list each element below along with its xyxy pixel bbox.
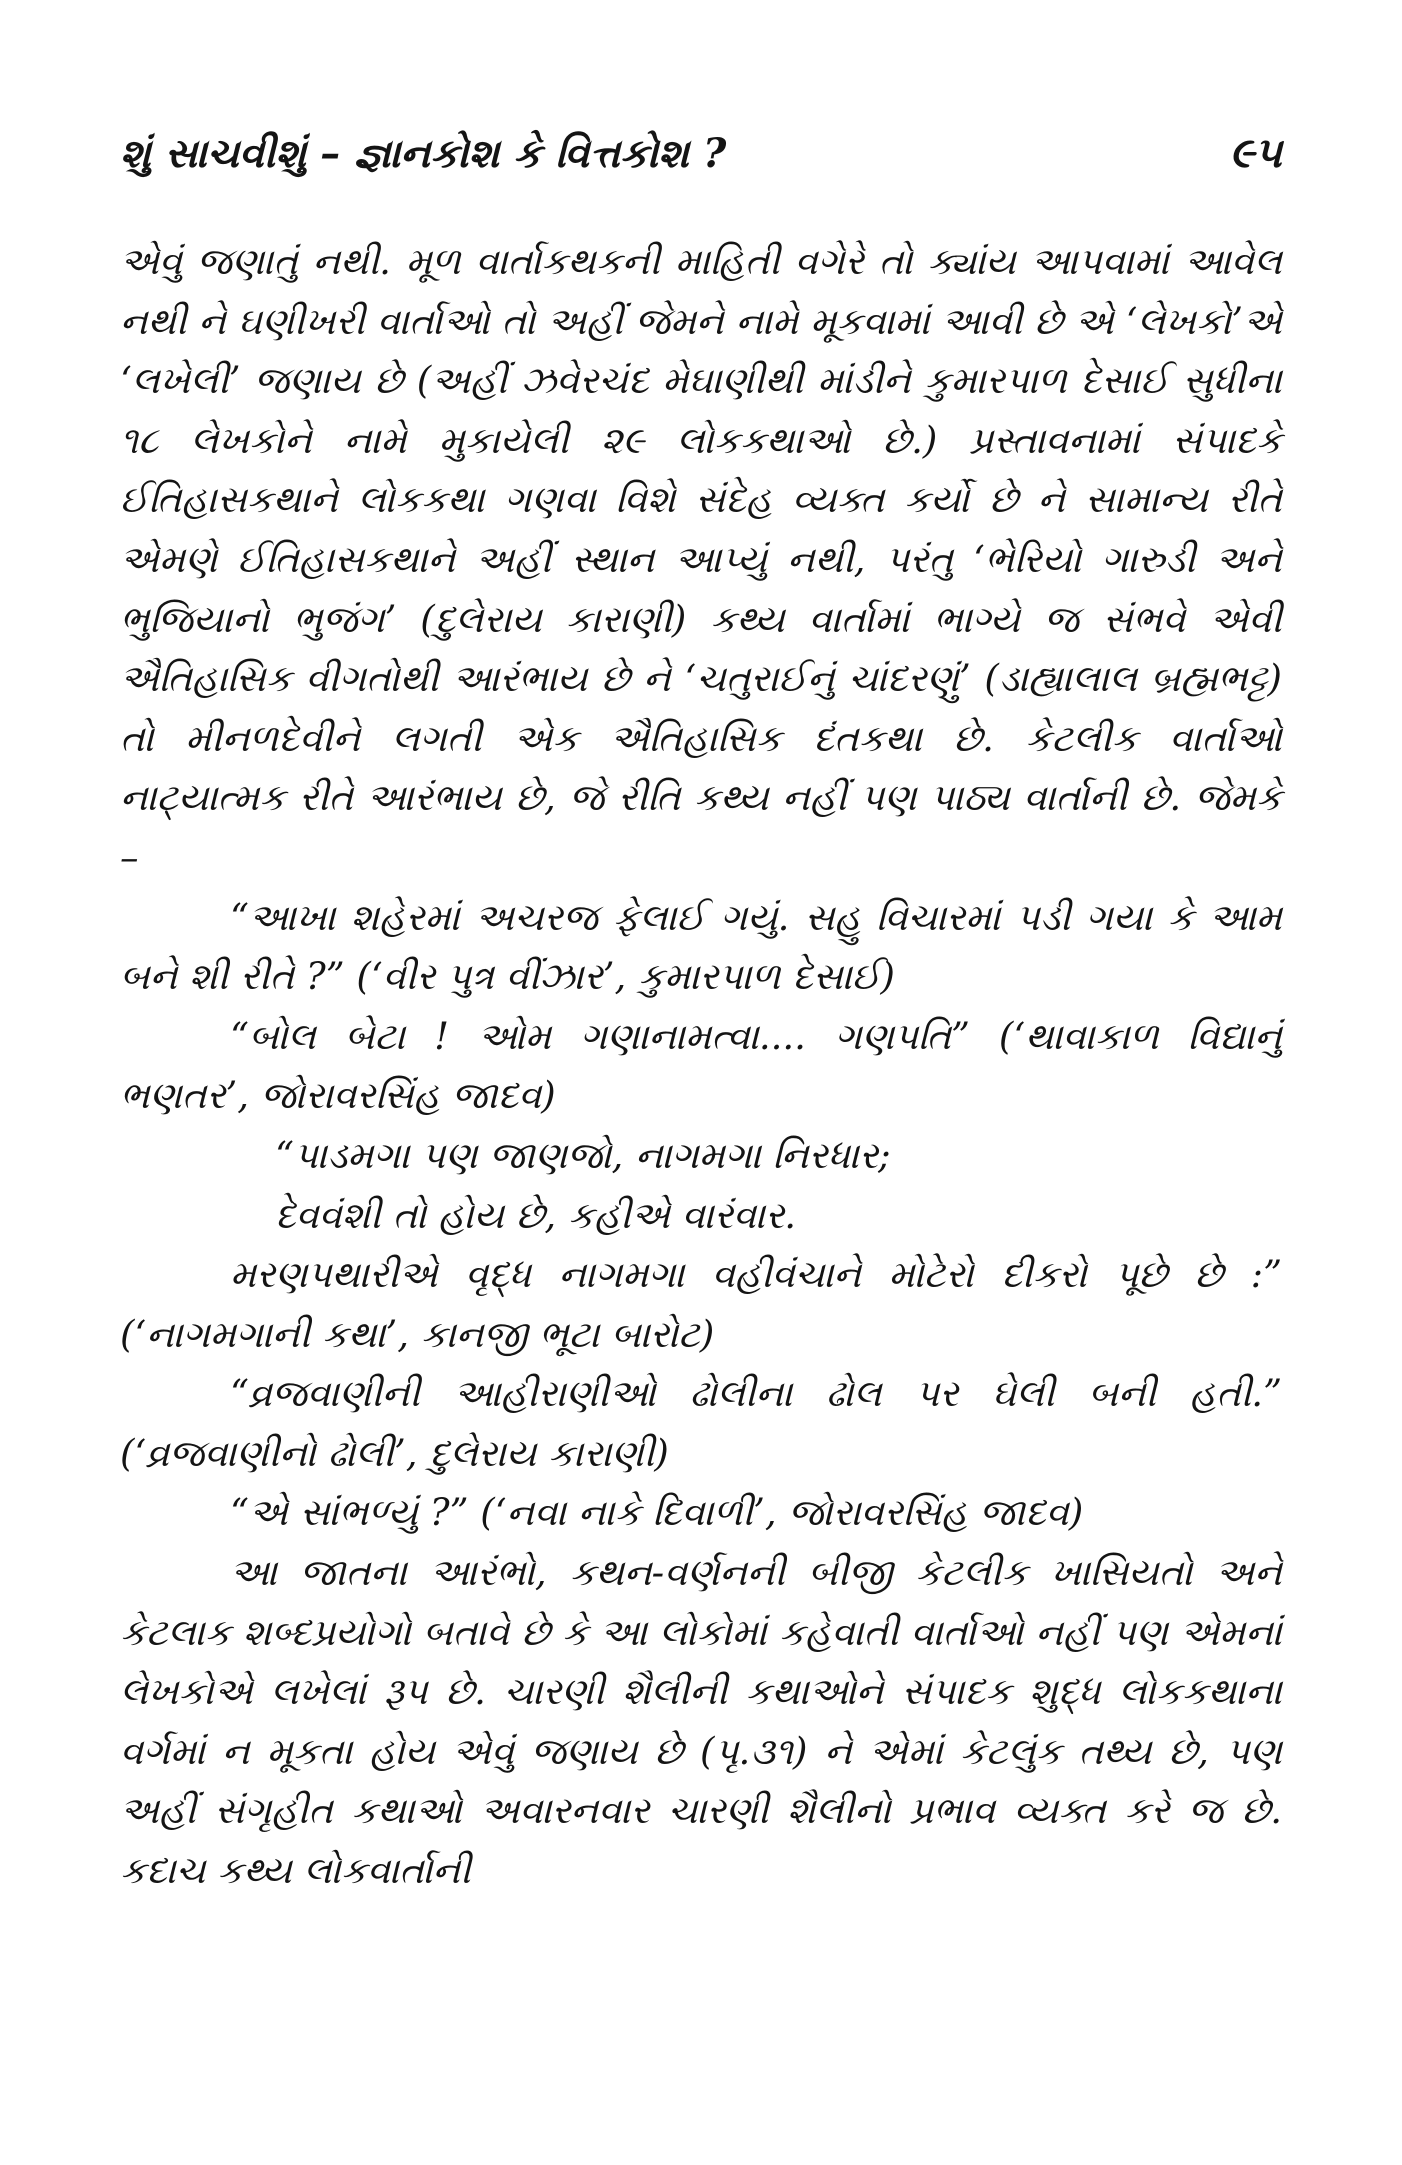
chapter-title: શું સાચવીશું – જ્ઞાનકોશ કે વિત્તકોશ ?	[120, 130, 727, 177]
quote-paragraph: મરણપથારીએ વૃદ્ધ નાગમગા વહીવંચાને મોટેરો દીકરો પૂછે છે :” (‘નાગમગાની કથા’, કાનજી ભૂટા બારોટ)	[120, 1253, 1282, 1356]
quote-paragraph: “બોલ બેટા ! ઓમ ગણાનામત્વા.... ગણપતિ” (‘થાવાકાળ વિદ્યાનું ભણતર’, જોરાવરસિંહ જાદવ)	[120, 1014, 1282, 1118]
verse-line: “પાડમગા પણ જાણજો, નાગમગા નિરધાર;	[275, 1133, 891, 1177]
quote-paragraph: “એ સાંભળ્યું ?” (‘નવા નાકે દિવાળી’, જોરાવરસિંહ જાદવ)	[230, 1491, 1084, 1535]
body-text	[120, 232, 1282, 1901]
quote-paragraph: “આખા શહેરમાં અચરજ ફેલાઈ ગયું. સહુ વિચારમાં પડી ગયા કે આમ બને શી રીતે ?” (‘વીર પુત્ર વીંઝાર’, કુમારપાળ દેસાઈ)	[120, 895, 1282, 999]
verse-line: દેવવંશી તો હોય છે, કહીએ વારંવાર.	[275, 1193, 796, 1237]
paragraph: એવું જણાતું નથી. મૂળ વાર્તાકથકની માહિતી વગેરે તો ક્યાંય આપવામાં આવેલ નથી ને ઘણીખરી વાર્તાઓ તો અહીં જેમને નામે મૂકવામાં આવી છે એ ‘લેખકો’એ ‘લખેલી’ જણાય છે (અહીં ઝવેરચંદ મેઘાણીથી માંડીને કુમારપાળ દેસાઈ સુધીના ૧૮ લેખકોને નામે મુકાયેલી ૨૯ લોકકથાઓ છે.) પ્રસ્તાવનામાં સંપાદકે ઈતિહાસકથાને લોકકથા ગણવા વિશે સંદેહ વ્યક્ત કર્યો છે ને સામાન્ય રીતે એમણે ઈતિહાસકથાને અહીં સ્થાન આપ્યું નથી, પરંતુ ‘ભેરિયો ગારુડી અને ભુજિયાનો ભુજંગ’ (દુલેરાય કારાણી) કથ્ય વાર્તામાં ભાગ્યે જ સંભવે એવી ઐતિહાસિક વીગતોથી આરંભાય છે ને ‘ચતુરાઈનું ચાંદરણું’ (ડાહ્યાલાલ બ્રહ્મભટ્ટ) તો મીનળદેવીને લગતી એક ઐતિહાસિક દંતકથા છે. કેટલીક વાર્તાઓ નાટ્યાત્મક રીતે આરંભાય છે, જે રીતિ કથ્ય નહીં પણ પાઠ્ય વાર્તાની છે. જેમકે –	[120, 240, 1282, 879]
page-number: ૯૫	[1229, 128, 1282, 177]
running-header	[120, 128, 1282, 188]
quote-paragraph: “વ્રજવાણીની આહીરાણીઓ ઢોલીના ઢોલ પર ઘેલી બની હતી.” (‘વ્રજવાણીનો ઢોલી’, દુલેરાય કારાણી)	[120, 1372, 1282, 1475]
paragraph: આ જાતના આરંભો, કથન-વર્ણનની બીજી કેટલીક ખાસિયતો અને કેટલાક શબ્દપ્રયોગો બતાવે છે કે આ લોકોમાં કહેવાતી વાર્તાઓ નહીં પણ એમનાં લેખકોએ લખેલાં રૂપ છે. ચારણી શૈલીની કથાઓને સંપાદક શુદ્ધ લોકકથાના વર્ગમાં ન મૂકતા હોય એવું જણાય છે (પૃ.૩૧) ને એમાં કેટલુંક તથ્ય છે, પણ અહીં સંગૃહીત કથાઓ અવારનવાર ચારણી શૈલીનો પ્રભાવ વ્યક્ત કરે જ છે. કદાચ કથ્ય લોકવાર્તાની	[120, 1551, 1282, 1893]
